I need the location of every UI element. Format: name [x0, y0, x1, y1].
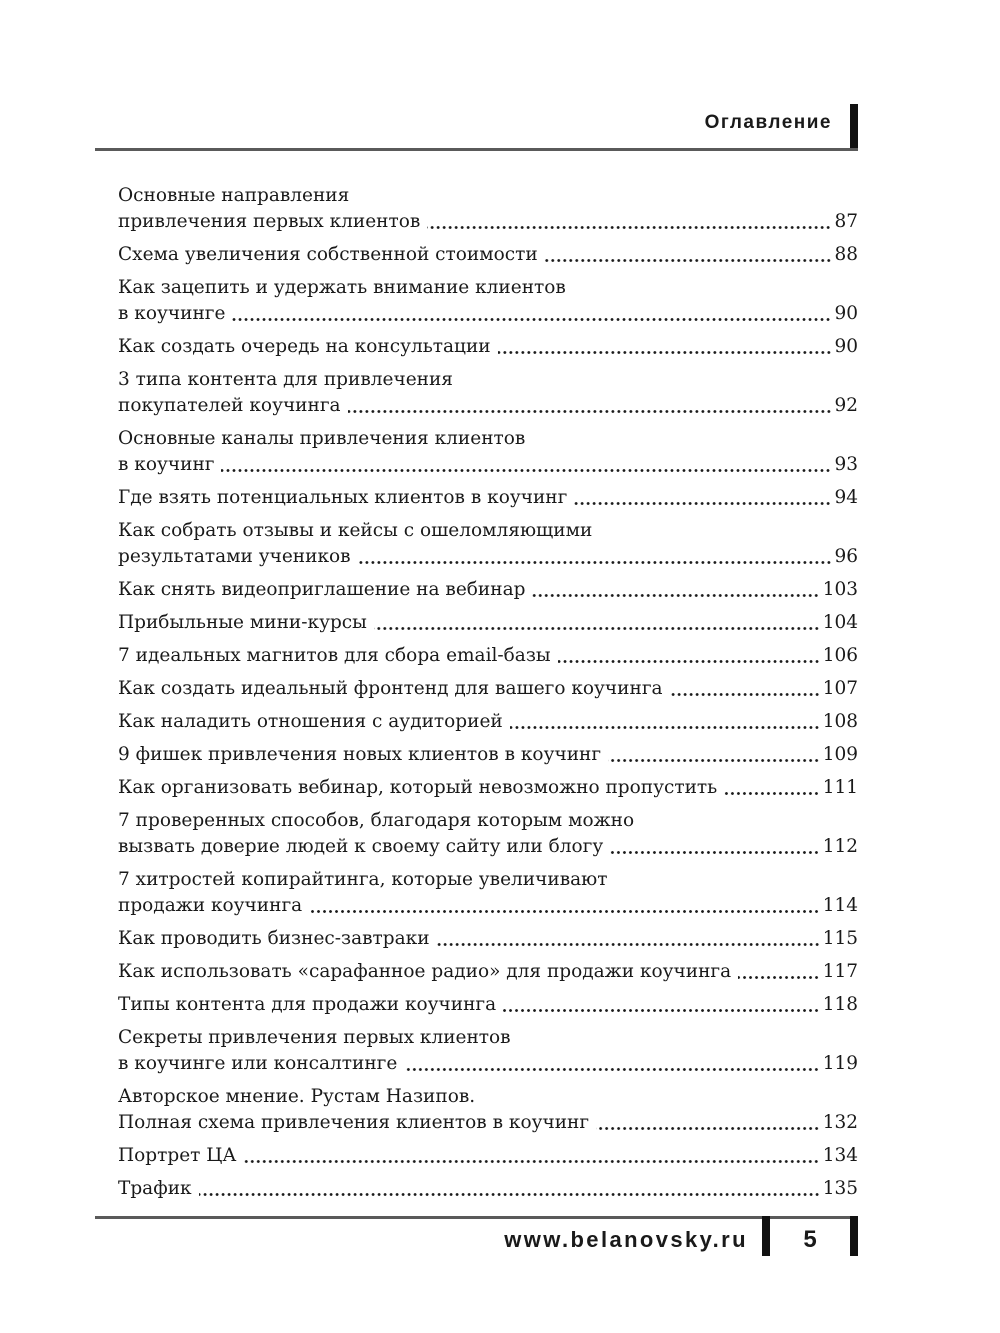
toc-entry-line [118, 1025, 858, 1051]
leader-dots [510, 709, 820, 735]
toc-entry-line [118, 610, 858, 636]
toc-entry-title: в коучинге или консалтинге [118, 1053, 398, 1074]
toc-entry [118, 518, 858, 570]
leader-dots [610, 834, 819, 860]
toc-entry-title: 7 хитростей копирайтинга, которые увеличивают [118, 869, 608, 890]
toc-entry-title: Как создать идеальный фронтенд для вашего коучинга [118, 678, 663, 699]
toc-entry-line [118, 867, 858, 893]
toc-entry-title: в коучинг [118, 454, 215, 475]
leader-dots [574, 485, 831, 511]
toc-entry [118, 775, 858, 801]
toc-entry-line [118, 1084, 858, 1110]
toc-page-number: 94 [834, 487, 858, 508]
toc-entry-title: Основные каналы привлечения клиентов [118, 428, 526, 449]
toc-entry-title: 7 проверенных способов, благодаря которым можно [118, 810, 635, 831]
running-header-title: Оглавление [704, 112, 832, 133]
leader-dots [232, 301, 831, 327]
toc-entry-title: Авторское мнение. Рустам Назипов. [118, 1086, 476, 1107]
leader-dots [724, 775, 819, 801]
toc-entry-title: Основные направления [118, 185, 350, 206]
header-rule [95, 148, 858, 151]
toc-entry-line [118, 742, 858, 768]
toc-entry-line [118, 643, 858, 669]
leader-dots [404, 1051, 819, 1077]
toc-entry-line [118, 775, 858, 801]
toc-entry-line [118, 301, 858, 327]
toc-entry-title: Полная схема привлечения клиентов в коучинг [118, 1112, 590, 1133]
toc-page-number: 104 [822, 612, 858, 633]
toc-entry-line [118, 518, 858, 544]
toc-page-number: 109 [822, 744, 858, 765]
leader-dots [596, 1110, 820, 1136]
toc-entry [118, 275, 858, 327]
toc-entry-title: Как наладить отношения с аудиторией [118, 711, 503, 732]
toc-entry-line [118, 808, 858, 834]
toc-entry-title: Как организовать вебинар, который невозможно пропустить [118, 777, 718, 798]
toc-entry [118, 485, 858, 511]
toc-entry-title: привлечения первых клиентов [118, 211, 421, 232]
toc-entry-line [118, 183, 858, 209]
leader-dots [243, 1143, 819, 1169]
toc-entry-title: Типы контента для продажи коучинга [118, 994, 497, 1015]
toc-entry [118, 334, 858, 360]
toc-entry-title: Как создать очередь на консультации [118, 336, 491, 357]
toc-entry-title: продажи коучинга [118, 895, 303, 916]
page-number: 5 [803, 1226, 817, 1253]
leader-dots [437, 926, 820, 952]
leader-dots [558, 643, 820, 669]
toc-entry-line [118, 242, 858, 268]
toc-page-number: 119 [822, 1053, 858, 1074]
toc-entry-line [118, 577, 858, 603]
toc-page-number: 118 [822, 994, 858, 1015]
toc-entry [118, 926, 858, 952]
toc-entry-line [118, 334, 858, 360]
toc-page-number: 114 [822, 895, 858, 916]
toc-entry-line [118, 1143, 858, 1169]
toc-page-number: 117 [822, 961, 858, 982]
toc-page-number: 108 [822, 711, 858, 732]
toc-entry-line [118, 1051, 858, 1077]
toc-page-number: 134 [822, 1145, 858, 1166]
toc-entry-line [118, 209, 858, 235]
toc-entry-title: Как использовать «сарафанное радио» для продажи коучинга [118, 961, 732, 982]
toc-entry [118, 709, 858, 735]
toc-entry-line [118, 426, 858, 452]
toc-page-number: 92 [834, 395, 858, 416]
toc-entry-title: Схема увеличения собственной стоимости [118, 244, 538, 265]
toc-entry-title: Портрет ЦА [118, 1145, 237, 1166]
leader-dots [738, 959, 820, 985]
toc-page-number: 115 [822, 928, 858, 949]
leader-dots [348, 393, 832, 419]
header-marker-bar [850, 104, 858, 151]
leader-dots [427, 209, 831, 235]
toc-entry-line [118, 393, 858, 419]
leader-dots [532, 577, 819, 603]
toc-entry [118, 992, 858, 1018]
toc-entry [118, 867, 858, 919]
toc-entry [118, 426, 858, 478]
toc-entry-line [118, 275, 858, 301]
toc-entry [118, 1025, 858, 1077]
toc-entry-line [118, 676, 858, 702]
toc-entry [118, 643, 858, 669]
toc-entry-line [118, 893, 858, 919]
leader-dots [221, 452, 831, 478]
toc-entry-line [118, 834, 858, 860]
toc-entry-line [118, 544, 858, 570]
footer-marker-bar-left [762, 1216, 770, 1256]
toc-entry [118, 577, 858, 603]
toc-page-number: 103 [822, 579, 858, 600]
leader-dots [498, 334, 832, 360]
toc-entry-title: Где взять потенциальных клиентов в коучинг [118, 487, 568, 508]
leader-dots [358, 544, 832, 570]
leader-dots [309, 893, 820, 919]
toc-entry [118, 610, 858, 636]
leader-dots [199, 1176, 820, 1202]
table-of-contents [118, 183, 858, 1209]
footer-rule [95, 1216, 858, 1219]
toc-entry [118, 367, 858, 419]
toc-entry-line [118, 926, 858, 952]
toc-page-number: 93 [834, 454, 858, 475]
toc-entry-title: Секреты привлечения первых клиентов [118, 1027, 511, 1048]
toc-entry-title: Как снять видеоприглашение на вебинар [118, 579, 526, 600]
footer-marker-bar-right [850, 1216, 858, 1256]
leader-dots [503, 992, 820, 1018]
toc-entry-title: Как проводить бизнес-завтраки [118, 928, 430, 949]
toc-entry-line [118, 1176, 858, 1202]
toc-entry-title: Как собрать отзывы и кейсы с ошеломляющими [118, 520, 593, 541]
toc-entry-line [118, 452, 858, 478]
website-url: www.belanovsky.ru [504, 1227, 748, 1252]
toc-entry-title: 7 идеальных магнитов для сбора email-базы [118, 645, 551, 666]
toc-entry [118, 959, 858, 985]
toc-page-number: 135 [822, 1178, 858, 1199]
toc-entry-line [118, 959, 858, 985]
toc-entry-title: Прибыльные мини-курсы [118, 612, 367, 633]
toc-entry [118, 1143, 858, 1169]
leader-dots [374, 610, 820, 636]
toc-page-number: 106 [822, 645, 858, 666]
toc-page-number: 88 [834, 244, 858, 265]
leader-dots [608, 742, 820, 768]
toc-entry-line [118, 1110, 858, 1136]
toc-entry-title: вызвать доверие людей к своему сайту или блогу [118, 836, 604, 857]
leader-dots [545, 242, 832, 268]
toc-entry-line [118, 992, 858, 1018]
toc-entry-line [118, 485, 858, 511]
toc-entry-title: результатами учеников [118, 546, 351, 567]
toc-page-number: 90 [834, 336, 858, 357]
toc-entry-line [118, 367, 858, 393]
toc-entry [118, 242, 858, 268]
toc-page-number: 96 [834, 546, 858, 567]
toc-entry [118, 183, 858, 235]
toc-entry-title: Трафик [118, 1178, 192, 1199]
toc-entry [118, 676, 858, 702]
toc-entry-title: 9 фишек привлечения новых клиентов в коучинг [118, 744, 602, 765]
toc-entry [118, 1176, 858, 1202]
toc-entry-line [118, 709, 858, 735]
toc-page-number: 111 [822, 777, 858, 798]
leader-dots [670, 676, 820, 702]
toc-entry [118, 742, 858, 768]
toc-entry-title: Как зацепить и удержать внимание клиентов [118, 277, 566, 298]
toc-entry [118, 1084, 858, 1136]
toc-entry [118, 808, 858, 860]
toc-page-number: 112 [822, 836, 858, 857]
toc-entry-title: покупателей коучинга [118, 395, 341, 416]
toc-page-number: 107 [822, 678, 858, 699]
toc-page-number: 87 [834, 211, 858, 232]
toc-page-number: 132 [822, 1112, 858, 1133]
toc-entry-title: 3 типа контента для привлечения [118, 369, 453, 390]
toc-entry-title: в коучинге [118, 303, 226, 324]
toc-page-number: 90 [834, 303, 858, 324]
